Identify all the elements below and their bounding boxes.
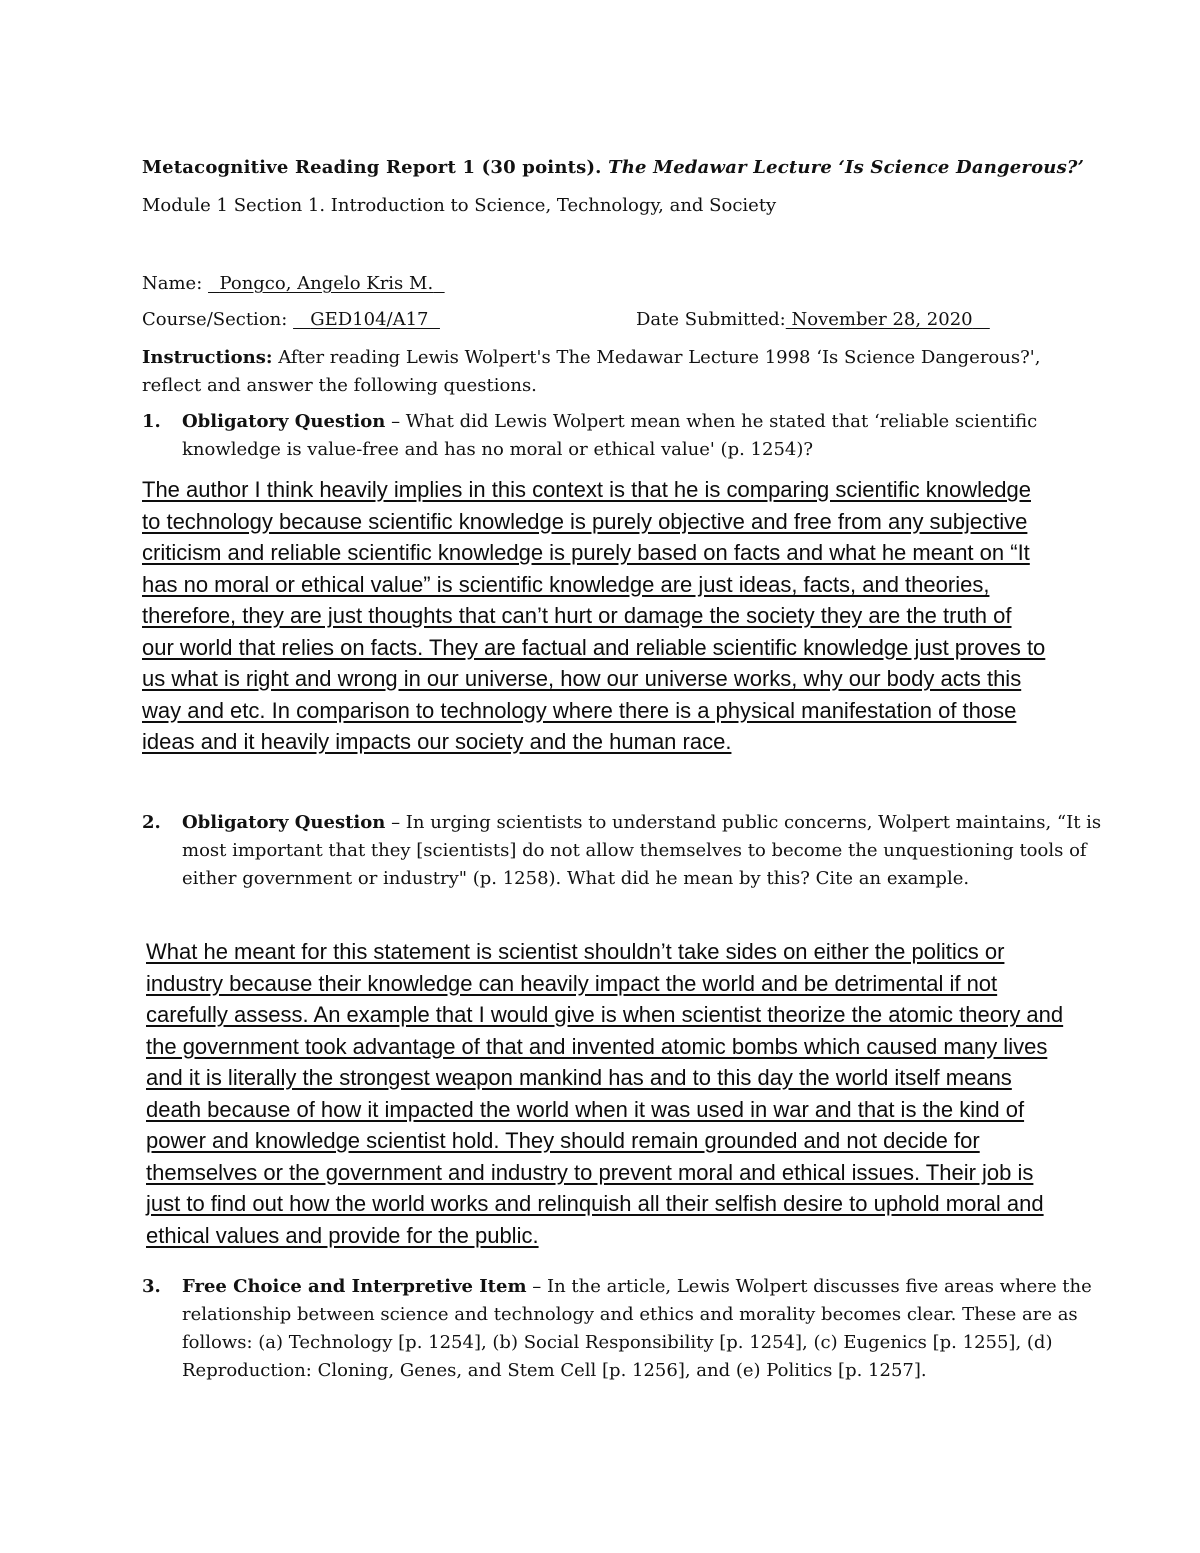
question-3 bbox=[142, 1273, 1104, 1385]
date-value: November 28, 2020 bbox=[791, 309, 973, 330]
question-text: – In urging scientists to understand public concerns, Wolpert maintains, “It is most important that they [scientists] do not allow themselves to become the unquestioning tools of either government or industry" (p. 1258). What did he mean by this? Cite an example. bbox=[182, 812, 1102, 889]
question-type: Obligatory Question bbox=[182, 812, 386, 833]
course-label: Course/Section: bbox=[142, 309, 288, 330]
instructions bbox=[142, 344, 1104, 400]
name-label: Name: bbox=[142, 273, 203, 294]
date-row bbox=[636, 306, 990, 334]
name-value: Pongco, Angelo Kris M. bbox=[219, 273, 434, 294]
module-line: Module 1 Section 1. Introduction to Science, Technology, and Society bbox=[142, 195, 777, 216]
question-number: 3. bbox=[142, 1276, 161, 1297]
course-value: GED104/A17 bbox=[310, 309, 429, 330]
report-title-italic: The Medawar Lecture ‘Is Science Dangerous?’ bbox=[608, 157, 1085, 178]
question-text: – In the article, Lewis Wolpert discusses five areas where the relationship between science and technology and ethics and morality becomes clear. These are as follows: (a) Technology [p. 1254], (b) Social Responsibility [p. 1254], (c) Eugenics [p. 1255], (d) Reproduction: Cloning, Genes, and Stem Cell [p. 1256], and (e) Politics [p. 1257]. bbox=[182, 1276, 1092, 1381]
instructions-text: After reading Lewis Wolpert's The Medawar Lecture 1998 ‘Is Science Dangerous?', reflect and answer the following questions. bbox=[142, 347, 1041, 396]
instructions-label: Instructions: bbox=[142, 347, 273, 368]
course-row bbox=[142, 306, 440, 334]
question-number: 2. bbox=[142, 812, 161, 833]
date-label: Date Submitted: bbox=[636, 309, 786, 330]
answer-2: What he meant for this statement is scientist shouldn’t take sides on either the politics or industry because their knowledge can heavily impact the world and be detrimental if not carefully assess. An example that I would give is when scientist theorize the atomic theory and the government took advantage of that and invented atomic bombs which caused many lives and it is literally the strongest weapon mankind has and to this day the world itself means death because of how it impacted the world when it was used in war and that is the kind of power and knowledge scientist hold. They should remain grounded and not decide for themselves or the government and industry to prevent moral and ethical issues. Their job is just to find out how the world works and relinquish all their selfish desire to uphold moral and ethical values and provide for the public. bbox=[146, 939, 1064, 1248]
question-2 bbox=[142, 809, 1104, 893]
question-type: Obligatory Question bbox=[182, 411, 386, 432]
question-number: 1. bbox=[142, 411, 161, 432]
name-row bbox=[142, 270, 445, 298]
question-type: Free Choice and Interpretive Item bbox=[182, 1276, 527, 1297]
question-1 bbox=[142, 408, 1104, 464]
answer-1: The author I think heavily implies in this context is that he is comparing scientific knowledge to technology because scientific knowledge is purely objective and free from any subjective criticism and reliable scientific knowledge is purely based on facts and what he meant on “It has no moral or ethical value” is scientific knowledge are just ideas, facts, and theories, therefore, they are just thoughts that can’t hurt or damage the society they are the truth of our world that relies on facts. They are factual and reliable scientific knowledge just proves to us what is right and wrong in our universe, how our universe works, why our body acts this way and etc. In comparison to technology where there is a physical manifestation of those ideas and it heavily impacts our society and the human race. bbox=[142, 477, 1046, 754]
report-title-main: Metacognitive Reading Report 1 (30 points). bbox=[142, 157, 602, 178]
report-title bbox=[142, 154, 1084, 182]
question-text: – What did Lewis Wolpert mean when he stated that ‘reliable scientific knowledge is value-free and has no moral or ethical value' (p. 1254)? bbox=[182, 411, 1038, 460]
